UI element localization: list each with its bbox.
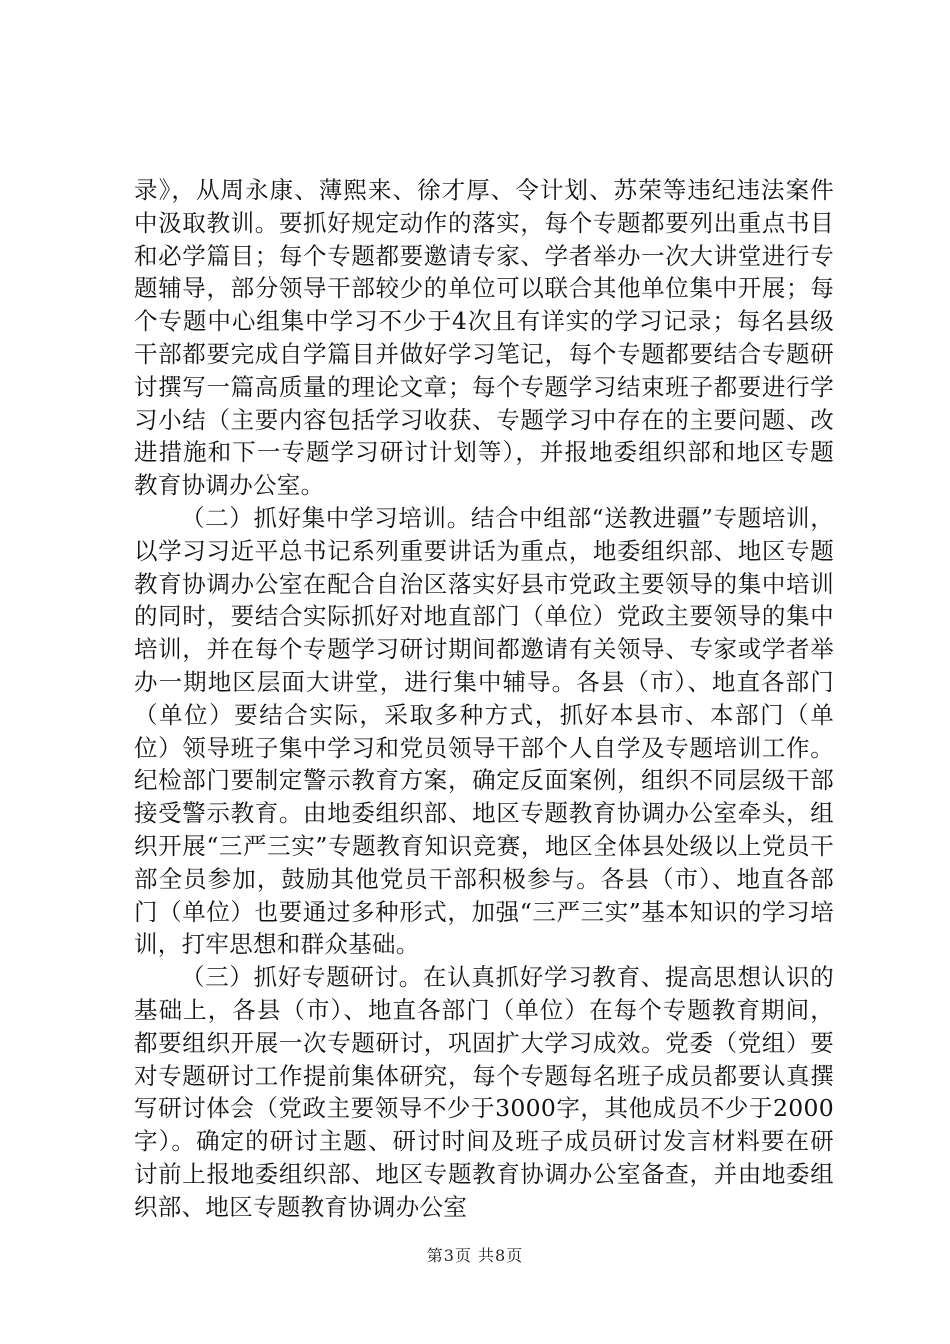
page-footer: 第3页 共8页 xyxy=(426,1246,524,1265)
body-text xyxy=(134,174,834,1224)
paragraph-3: （三）抓好专题研讨。在认真抓好学习教育、提高思想认识的基础上，各县（市）、地直各部门（单位）在每个专题教育期间，都要组织开展一次专题研讨，巩固扩大学习成效。党委（党组）要对专题研讨工作提前集体研究，每个专题每名班子成员都要认真撰写研讨体会（党政主要领导不少于3000字，其他成员不少于2000字）。确定的研讨主题、研讨时间及班子成员研讨发言材料要在研讨前上报地委组织部、地区专题教育协调办公室备查，并由地委组织部、地区专题教育协调办公室 xyxy=(134,963,834,1221)
paragraph-2: （二）抓好集中学习培训。结合中组部“送教进疆”专题培训，以学习习近平总书记系列重要讲话为重点，地委组织部、地区专题教育协调办公室在配合自治区落实好县市党政主要领导的集中培训的同时，要结合实际抓好对地直部门（单位）党政主要领导的集中培训，并在每个专题学习研讨期间都邀请有关领导、专家或学者举办一期地区层面大讲堂，进行集中辅导。各县（市）、地直各部门（单位）要结合实际，采取多种方式，抓好本县市、本部门（单位）领导班子集中学习和党员领导干部个人自学及专题培训工作。纪检部门要制定警示教育方案，确定反面案例，组织不同层级干部接受警示教育。由地委组织部、地区专题教育协调办公室牵头，组织开展“三严三实”专题教育知识竞赛，地区全体县处级以上党员干部全员参加，鼓励其他党员干部积极参与。各县（市）、地直各部门（单位）也要通过多种形式，加强“三严三实”基本知识的学习培训，打牢思想和群众基础。 xyxy=(134,503,834,959)
paragraph-1: 录》，从周永康、薄熙来、徐才厚、令计划、苏荣等违纪违法案件中汲取教训。要抓好规定动作的落实，每个专题都要列出重点书目和必学篇目；每个专题都要邀请专家、学者举办一次大讲堂进行专题辅导，部分领导干部较少的单位可以联合其他单位集中开展；每个专题中心组集中学习不少于4次且有详实的学习记录；每名县级干部都要完成自学篇目并做好学习笔记，每个专题都要结合专题研讨撰写一篇高质量的理论文章；每个专题学习结束班子都要进行学习小结（主要内容包括学习收获、专题学习中存在的主要问题、改进措施和下一专题学习研讨计划等），并报地委组织部和地区专题教育协调办公室。 xyxy=(134,176,834,500)
